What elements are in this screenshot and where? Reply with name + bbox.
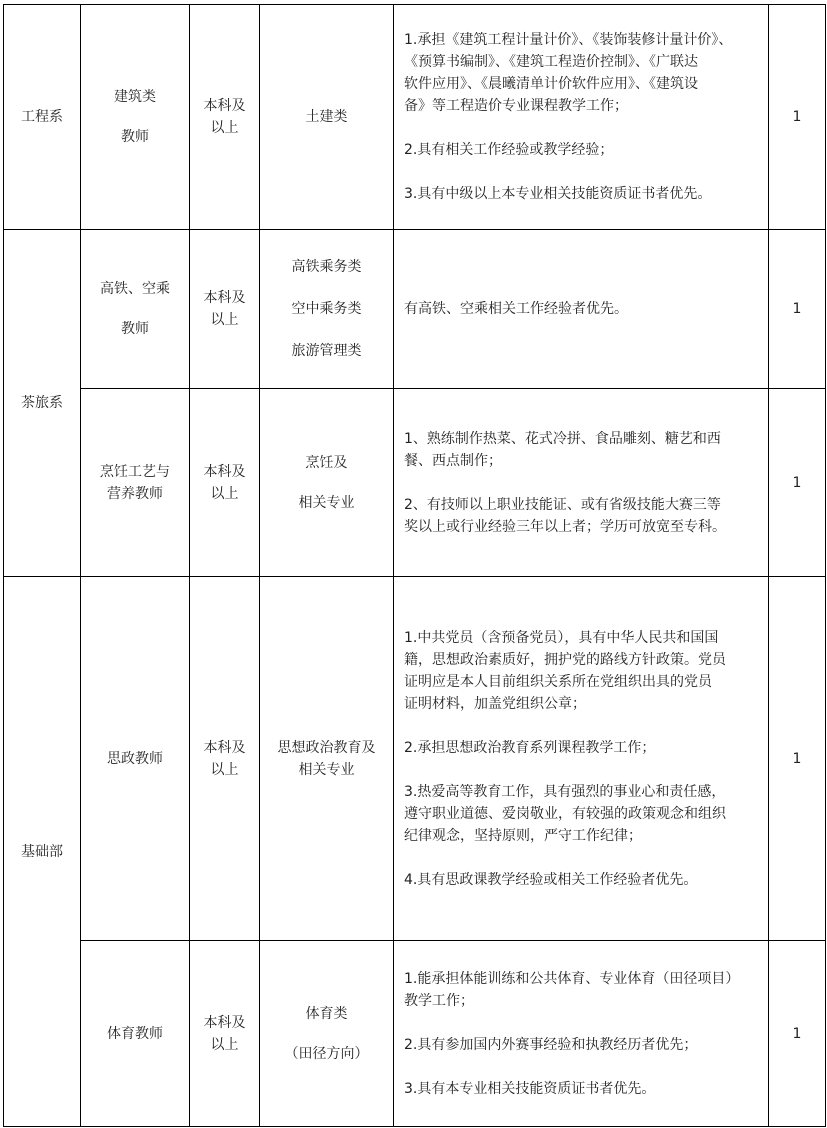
major-line: 思想政治教育及 <box>277 739 376 756</box>
position-cell <box>81 230 189 388</box>
major-cell <box>260 389 393 576</box>
count-cell <box>769 577 825 940</box>
major-line: 烹饪及 <box>305 454 348 471</box>
major-cell <box>260 941 393 1126</box>
major-line: （田径方向） <box>284 1045 369 1062</box>
education-line: 以上 <box>210 761 239 778</box>
count-value: 1 <box>792 474 802 491</box>
position-line: 高铁、空乘 <box>100 281 170 297</box>
education-line: 本科及 <box>203 98 246 114</box>
count-value: 1 <box>792 1025 802 1042</box>
dept-label: 茶旅系 <box>21 395 63 411</box>
education-cell <box>190 941 259 1126</box>
education-cell <box>190 389 259 576</box>
requirement-item: 2.具有参加国内外赛事经验和执教经历者优先； <box>404 1036 698 1053</box>
dept-label: 基础部 <box>21 843 63 860</box>
education-cell <box>190 230 259 388</box>
requirement-item: 4.具有思政课教学经验或相关工作经验者优先。 <box>404 871 698 888</box>
requirements-cell <box>394 230 768 388</box>
major-cell <box>260 230 393 388</box>
requirement-item: 3.热爱高等教育工作，具有强烈的事业心和责任感， 遵守职业道德、爱岗敬业，有较强的政策观念和组织 纪律观念，坚持原则，严守工作纪律； <box>404 783 726 844</box>
position-line: 烹饪工艺与 <box>100 463 170 480</box>
major-line: 相关专业 <box>298 761 355 778</box>
position-cell <box>81 389 189 576</box>
education-line: 以上 <box>210 485 239 502</box>
position-cell <box>81 941 189 1126</box>
requirement-item: 1.能承担体能训练和公共体育、专业体育（田径项目） 教学工作； <box>404 970 740 1009</box>
count-value: 1 <box>792 750 802 767</box>
position-line: 教师 <box>121 321 149 337</box>
requirements-cell <box>394 389 768 576</box>
major-line: 体育类 <box>305 1005 348 1022</box>
position-cell <box>81 5 189 229</box>
position-line: 教师 <box>121 129 149 145</box>
col-border <box>825 4 826 1127</box>
dept-label: 工程系 <box>21 109 63 125</box>
count-cell <box>769 5 825 229</box>
requirement-item: 3.具有中级以上本专业相关技能资质证书者优先。 <box>404 186 712 202</box>
requirements-cell <box>394 577 768 940</box>
education-line: 以上 <box>210 120 239 136</box>
requirement-item: 3.具有本专业相关技能资质证书者优先。 <box>404 1080 656 1097</box>
count-cell <box>769 389 825 576</box>
major-line: 旅游管理类 <box>291 343 362 359</box>
count-cell <box>769 941 825 1126</box>
requirement-item: 1.中共党员（含预备党员），具有中华人民共和国国 籍，思想政治素质好，拥护党的路线方针政策。党员 证明应是本人目前组织关系所在党组织出具的党员 证明材料，加盖党组织公章； <box>404 629 726 712</box>
requirement-item: 2、有技师以上职业技能证、或有省级技能大赛三等 奖以上或行业经验三年以上者；学历可放宽至专科。 <box>404 496 726 535</box>
requirement-item: 1、熟练制作热菜、花式冷拼、食品雕刻、糖艺和西 餐、西点制作； <box>404 430 721 469</box>
count-value: 1 <box>792 109 802 125</box>
education-cell <box>190 5 259 229</box>
requirement-item: 2.承担思想政治教育系列课程教学工作； <box>404 739 656 756</box>
count-cell <box>769 230 825 388</box>
dept-cell <box>4 5 80 229</box>
count-value: 1 <box>792 301 802 317</box>
dept-cell <box>4 230 80 576</box>
position-line: 营养教师 <box>107 485 163 502</box>
major-cell <box>260 5 393 229</box>
major-line: 高铁乘务类 <box>291 259 362 275</box>
major-line: 土建类 <box>305 109 348 125</box>
education-line: 本科及 <box>203 463 246 480</box>
education-line: 本科及 <box>203 290 246 306</box>
position-line: 思政教师 <box>107 750 163 767</box>
education-line: 以上 <box>210 1036 239 1053</box>
major-cell <box>260 577 393 940</box>
position-line: 建筑类 <box>114 89 156 105</box>
education-line: 以上 <box>210 312 239 328</box>
requirements-cell <box>394 941 768 1126</box>
row-border <box>3 1126 826 1127</box>
requirement-item: 2.具有相关工作经验或教学经验； <box>404 142 614 158</box>
requirement-item: 1.承担《建筑工程计量计价》、《装饰装修计量计价》、 《预算书编制》、《建筑工程造价控制》、《广联达 软件应用》、《晨曦清单计价软件应用》、《建筑设 备》等工程造价专业课程教学工作； <box>404 32 733 114</box>
education-cell <box>190 577 259 940</box>
position-cell <box>81 577 189 940</box>
education-line: 本科及 <box>203 1014 246 1031</box>
dept-cell <box>4 577 80 1126</box>
position-line: 体育教师 <box>107 1025 163 1042</box>
major-line: 相关专业 <box>298 494 355 511</box>
education-line: 本科及 <box>203 739 246 756</box>
requirement-item: 有高铁、空乘相关工作经验者优先。 <box>404 301 628 317</box>
requirements-cell <box>394 5 768 229</box>
major-line: 空中乘务类 <box>291 301 362 317</box>
